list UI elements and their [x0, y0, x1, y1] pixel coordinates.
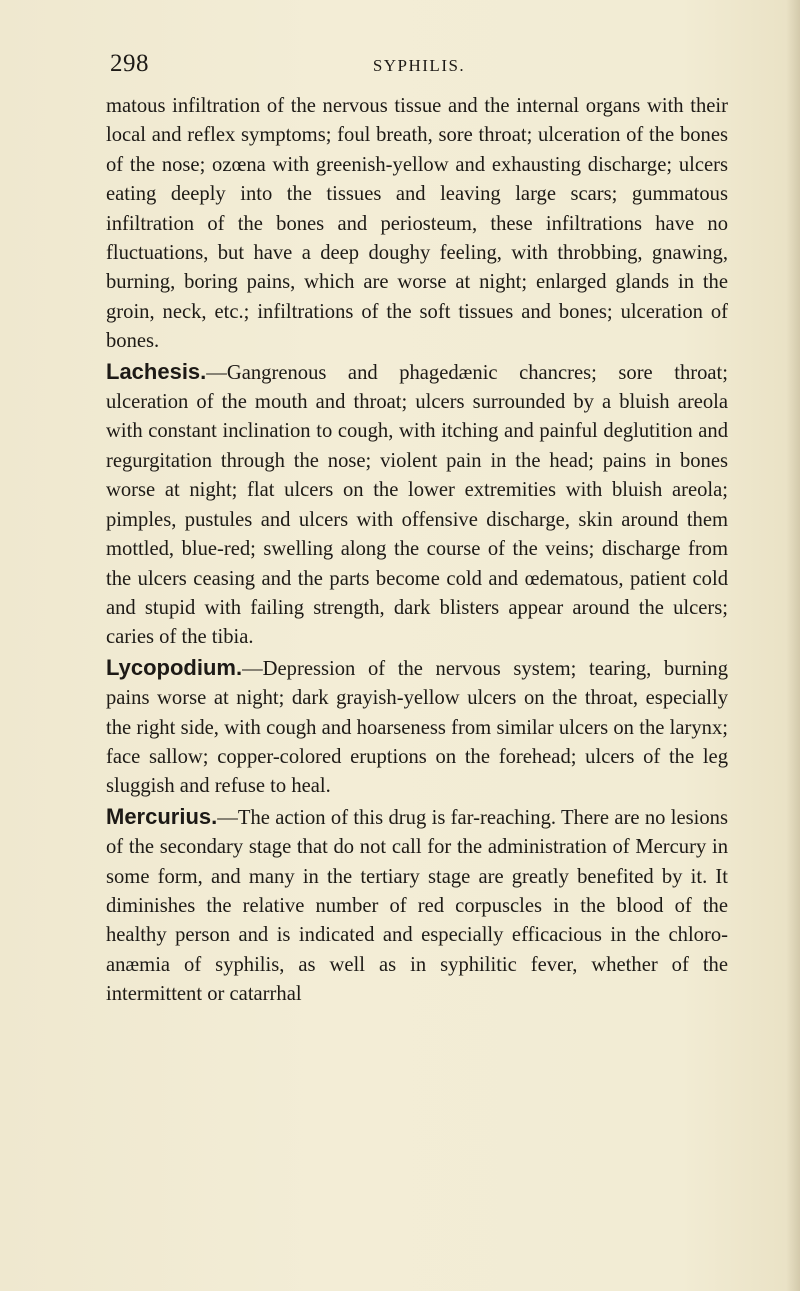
body-text	[106, 92, 728, 1010]
paragraph-text: matous infiltration of the nervous tissue and the internal organs with their local and reflex symptoms; foul breath, sore throat; ulceration of the bones of the nose; ozœna with greenish-yellow and exhausting discharge; ulcers eating deeply into the tissues and leaving large scars; gummatous infiltration of the bones and periosteum, these infiltrations have no fluctuations, but have a deep doughy feeling, with throbbing, gnawing, burning, boring pains, which are worse at night; enlarged glands in the groin, neck, etc.; infiltrations of the soft tissues and bones; ulceration of bones.	[106, 95, 728, 353]
remedy-heading-lachesis: Lachesis.	[106, 358, 207, 384]
running-head: SYPHILIS.	[372, 56, 466, 75]
paragraph-lycopodium	[106, 653, 728, 802]
remedy-heading-lycopodium: Lycopodium.	[106, 654, 243, 680]
page-number: 298	[110, 50, 149, 77]
paragraph-text: —Gangrenous and phagedænic chancres; sore throat; ulceration of the mouth and throat; ulcers surrounded by a bluish areola with constant inclination to cough, with itching and painful deglutition and regurgitation through the nose; violent pain in the head; pains in bones worse at night; flat ulcers on the lower extremities with bluish areola; pimples, pustules and ulcers with offensive discharge, skin around them mottled, blue-red; swelling along the course of the veins; discharge from the ulcers ceasing and the parts become cold and œdematous, patient cold and stupid with failing strength, dark blisters appear around the ulcers; caries of the tibia.	[106, 361, 728, 649]
paragraph-continuation	[106, 92, 728, 357]
page-header	[110, 50, 728, 82]
remedy-heading-mercurius: Mercurius.	[106, 803, 218, 829]
paragraph-mercurius	[106, 802, 728, 1010]
paragraph-lachesis	[106, 357, 728, 653]
page-edge-shadow	[786, 0, 800, 1291]
paragraph-text: —The action of this drug is far-reaching. There are no lesions of the secondary stage that do not call for the administration of Mercury in some form, and many in the tertiary stage are greatly benefited by it. It diminishes the relative number of red corpuscles in the blood of the healthy person and is indicated and especially efficacious in the chloro-anæmia of syphilis, as well as in syphilitic fever, whether of the intermittent or catarrhal	[106, 806, 728, 1006]
paragraph-text: —Depression of the nervous system; tearing, burning pains worse at night; dark grayish-yellow ulcers on the throat, especially the right side, with cough and hoarseness from similar ulcers on the larynx; face sallow; copper-colored eruptions on the forehead; ulcers of the leg sluggish and refuse to heal.	[106, 657, 728, 798]
